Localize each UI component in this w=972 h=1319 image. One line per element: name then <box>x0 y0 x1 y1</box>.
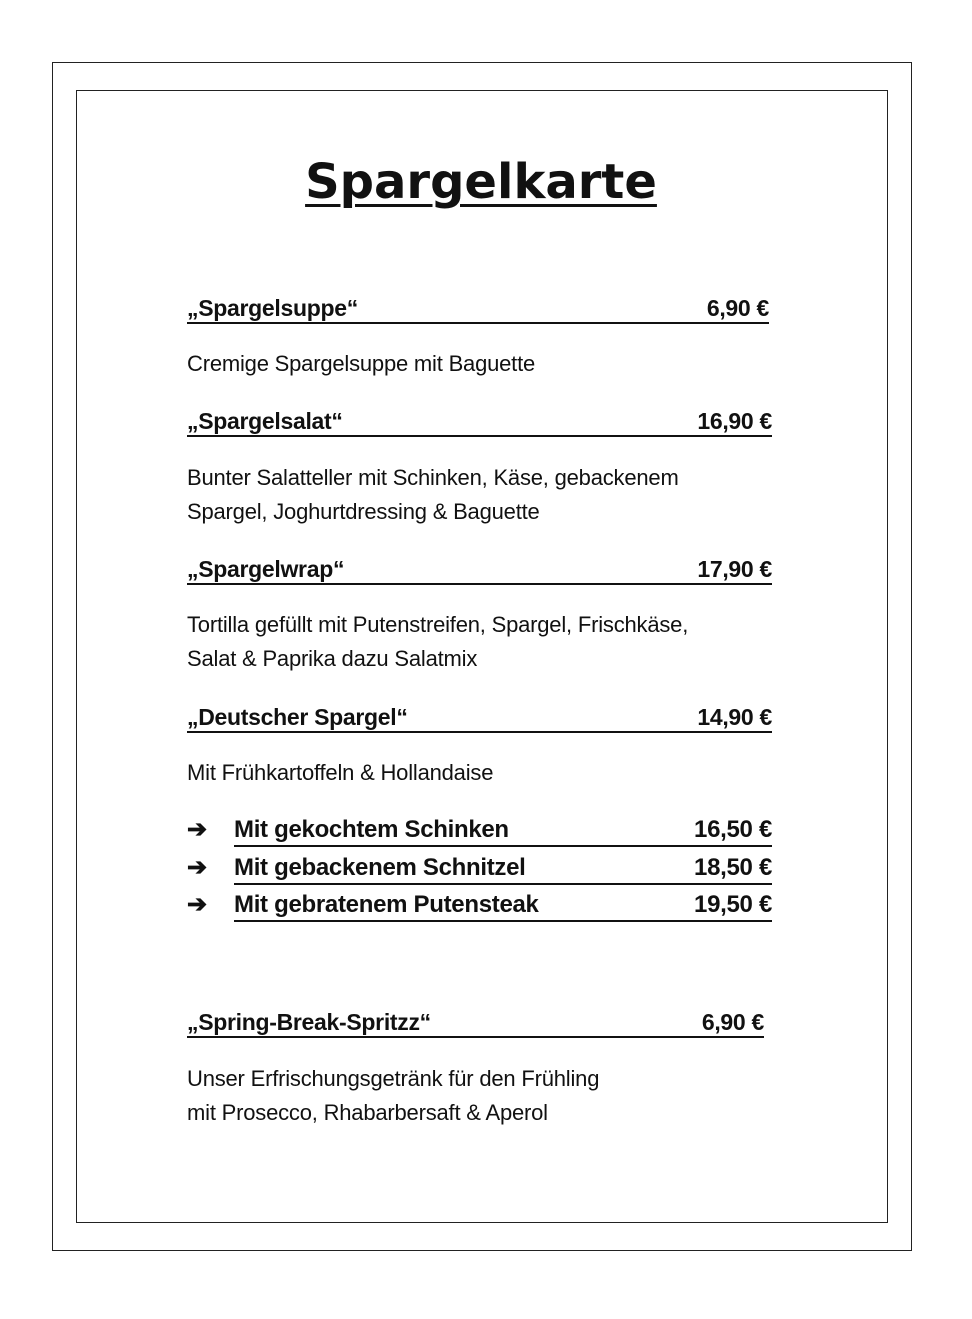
description-line: Spargel, Joghurtdressing & Baguette <box>187 499 540 524</box>
dish-heading-spargelsalat <box>187 407 772 437</box>
description-line: Unser Erfrischungsgetränk für den Frühling <box>187 1066 600 1091</box>
dish-price: 14,90 € <box>697 704 772 730</box>
drink-description <box>187 1062 787 1130</box>
page-title <box>0 150 962 214</box>
dish-name: „Spargelwrap“ <box>187 556 345 582</box>
option-price: 16,50 € <box>694 816 772 843</box>
drink-name: „Spring-Break-Spritzz“ <box>187 1009 431 1035</box>
arrow-right-icon: ➔ <box>187 816 208 843</box>
dish-name: „Deutscher Spargel“ <box>187 704 408 730</box>
dish-heading-deutscher-spargel <box>187 703 772 733</box>
option-line <box>234 853 772 885</box>
description-line: Mit Frühkartoffeln & Hollandaise <box>187 760 494 785</box>
dish-price: 16,90 € <box>697 408 772 434</box>
dish-description <box>187 461 787 529</box>
dish-description <box>187 347 787 381</box>
dish-heading-spargelsuppe <box>187 294 769 324</box>
description-line: Salat & Paprika dazu Salatmix <box>187 646 478 671</box>
description-line: Cremige Spargelsuppe mit Baguette <box>187 351 536 376</box>
description-line: Bunter Salatteller mit Schinken, Käse, gebackenem <box>187 465 679 490</box>
description-line: mit Prosecco, Rhabarbersaft & Aperol <box>187 1100 548 1125</box>
description-line: Tortilla gefüllt mit Putenstreifen, Spargel, Frischkäse, <box>187 612 689 637</box>
dish-price: 6,90 € <box>706 295 769 321</box>
option-name: Mit gekochtem Schinken <box>234 816 509 843</box>
drink-price: 6,90 € <box>701 1009 764 1035</box>
drink-heading-spring-break-spritzz <box>187 1008 764 1038</box>
dish-name: „Spargelsalat“ <box>187 408 343 434</box>
option-price: 19,50 € <box>694 891 772 918</box>
arrow-right-icon: ➔ <box>187 891 208 918</box>
title-text: Spargelkarte <box>305 154 657 210</box>
dish-name: „Spargelsuppe“ <box>187 295 358 321</box>
option-price: 18,50 € <box>694 854 772 881</box>
option-line <box>234 890 772 922</box>
dish-description <box>187 608 787 676</box>
arrow-right-icon: ➔ <box>187 854 208 881</box>
option-name: Mit gebackenem Schnitzel <box>234 854 526 881</box>
option-row-schinken <box>187 815 772 845</box>
dish-heading-spargelwrap <box>187 555 772 585</box>
dish-price: 17,90 € <box>697 556 772 582</box>
option-row-schnitzel <box>187 853 772 883</box>
option-name: Mit gebratenem Putensteak <box>234 891 539 918</box>
option-line <box>234 815 772 847</box>
dish-description <box>187 756 787 790</box>
option-row-putensteak <box>187 890 772 920</box>
